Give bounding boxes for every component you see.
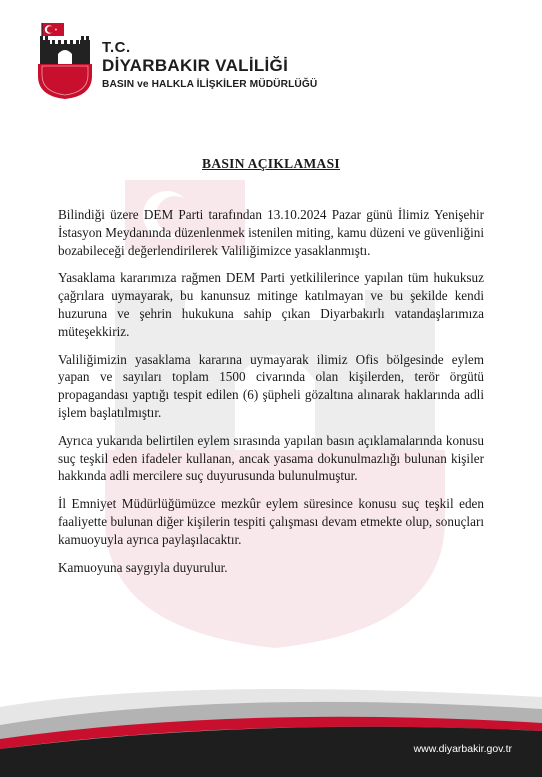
closing-line: Kamuoyuna saygıyla duyurulur. (58, 559, 228, 575)
diyarbakir-governorship-logo (36, 20, 94, 100)
website-url[interactable]: www.diyarbakir.gov.tr (413, 743, 512, 755)
header-governorship: DİYARBAKIR VALİLİĞİ (102, 56, 289, 75)
press-release-body (58, 206, 484, 586)
paragraph: Yasaklama kararımıza rağmen DEM Parti yetkililerince yapılan tüm hukuksuz çağrılara uymayarak, bu kanunsuz mitinge katılmayan ve bu şekilde kendi huzuruna ve şehrin hukukuna sahip çıkan Diyarbakırlı vatandaşlarımıza müteşekkiriz. (58, 270, 484, 339)
document-title: BASIN AÇIKLAMASI (202, 156, 340, 171)
paragraph: Ayrıca yukarıda belirtilen eylem sırasında yapılan basın açıklamalarında konusu suç teşkil eden ifadeler kullanan, ancak yasama dokunulmazlığı bulunan kişiler hakkında adli mercilere suç duyurusunda bulunulmuştur. (58, 432, 484, 484)
organization-name (102, 40, 317, 93)
paragraph: Bilindiği üzere DEM Parti tarafından 13.10.2024 Pazar günü İlimiz Yenişehir İstasyon Meydanında düzenlenmek istenilen miting, kamu düzeni ve güvenliğini bozabileceği değerlendirilerek Valiliğimizce yasaklanmıştı. (58, 207, 484, 258)
footer-swoosh (0, 667, 542, 777)
paragraph: Valiliğimizin yasaklama kararına uymayarak ilimiz Ofis bölgesinde eylem yapan ve sayıları toplam 1500 civarında olan kişilerden, terör örgütü propagandası yaptığı tespit edilen (6) şüpheli gözaltına alınarak haklarında adli işlem başlatılmıştır. (58, 351, 484, 420)
paragraph: İl Emniyet Müdürlüğümüzce mezkûr eylem süresince konusu suç teşkil eden faaliyette bulunan diğer kişilerin tespiti çalışması devam etmekte olup, sonuçları kamuoyuyla ayrıca paylaşılacaktır. (58, 496, 484, 547)
letterhead (30, 20, 530, 100)
header-department: BASIN ve HALKLA İLİŞKİLER MÜDÜRLÜĞÜ (102, 79, 318, 90)
header-tc: T.C. (102, 39, 131, 56)
